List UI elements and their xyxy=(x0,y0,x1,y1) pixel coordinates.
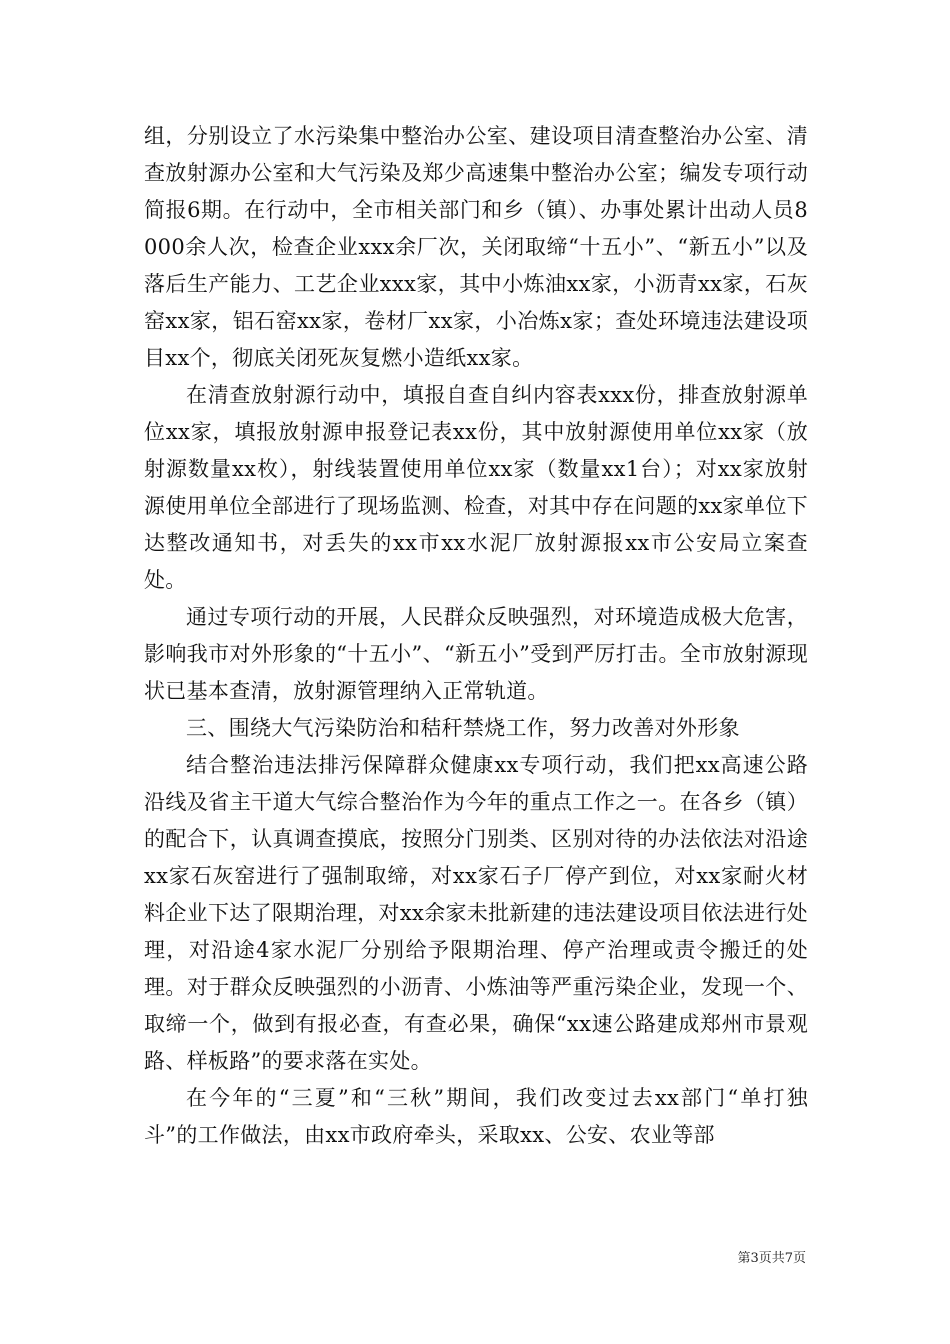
paragraph-1: 组，分别设立了水污染集中整治办公室、建设项目清查整治办公室、清查放射源办公室和大气污染及郑少高速集中整治办公室；编发专项行动简报6期。在行动中，全市相关部门和乡（镇）、办事处累计出动人员8000余人次，检查企业xxx余厂次，关闭取缔“十五小”、“新五小”以及落后生产能力、工艺企业xxx家，其中小炼油xx家，小沥青xx家，石灰窑xx家，铝石窑xx家，卷材厂xx家，小冶炼x家；查处环境违法建设项目xx个，彻底关闭死灰复燃小造纸xx家。 xyxy=(144,124,808,370)
paragraph-2: 在清查放射源行动中，填报自查自纠内容表xxx份，排查放射源单位xx家，填报放射源申报登记表xx份，其中放射源使用单位xx家（放射源数量xx枚），射线装置使用单位xx家（数量xx1台）；对xx家放射源使用单位全部进行了现场监测、检查，对其中存在问题的xx家单位下达整改通知书，对丢失的xx市xx水泥厂放射源报xx市公安局立案查处。 xyxy=(144,383,808,592)
section-heading: 三、围绕大气污染防治和秸秆禁烧工作，努力改善对外形象 xyxy=(186,716,740,740)
paragraph-4: 结合整治违法排污保障群众健康xx专项行动，我们把xx高速公路沿线及省主干道大气综合整治作为今年的重点工作之一。在各乡（镇）的配合下，认真调查摸底，按照分门别类、区别对待的办法依法对沿途xx家石灰窑进行了强制取缔，对xx家石子厂停产到位，对xx家耐火材料企业下达了限期治理，对xx余家未批新建的违法建设项目依法进行处理，对沿途4家水泥厂分别给予限期治理、停产治理或责令搬迁的处理。对于群众反映强烈的小沥青、小炼油等严重污染企业，发现一个、取缔一个，做到有报必查，有查必果，确保“xx速公路建成郑州市景观路、样板路”的要求落在实处。 xyxy=(144,753,808,1073)
page-number-footer: 第3页共7页 xyxy=(737,1251,806,1266)
document-body xyxy=(144,118,808,1154)
paragraph-5: 在今年的“三夏”和“三秋”期间，我们改变过去xx部门“单打独斗”的工作做法，由xx市政府牵头，采取xx、公安、农业等部 xyxy=(144,1086,808,1147)
paragraph-3: 通过专项行动的开展，人民群众反映强烈，对环境造成极大危害，影响我市对外形象的“十五小”、“新五小”受到严厉打击。全市放射源现状已基本查清，放射源管理纳入正常轨道。 xyxy=(144,605,808,703)
